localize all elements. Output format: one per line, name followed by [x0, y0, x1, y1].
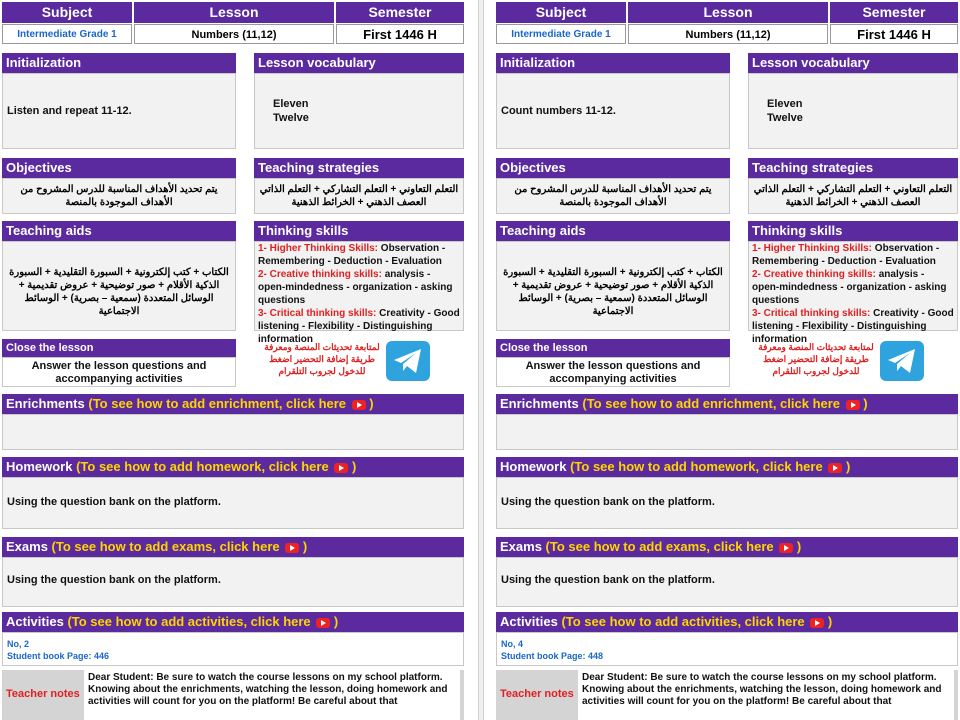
thinking-skills-text [752, 242, 954, 346]
initialization-text: Listen and repeat 11-12. [7, 105, 132, 117]
strategies-title: Teaching strategies [254, 158, 464, 178]
teacher-notes [2, 670, 464, 720]
strategies-title: Teaching strategies [748, 158, 958, 178]
enrichments-help-link[interactable]: (To see how to add enrichment, click here [88, 396, 347, 411]
activities-title [2, 612, 464, 632]
initialization-title: Initialization [2, 53, 236, 73]
thinking-skill-3-heading: 3- Critical thinking skills: [752, 308, 871, 319]
close-lesson-box [496, 357, 730, 387]
enrichments-box [496, 414, 958, 450]
initialization-box [496, 73, 730, 149]
telegram-icon[interactable] [386, 341, 430, 381]
strategies-text: التعلم التعاوني + التعلم التشاركي + التعلم الذاتي العصف الذهني + الخرائط الذهنية [753, 184, 953, 208]
vocabulary-word-2: Twelve [273, 112, 309, 124]
enrichments-link-close: ) [863, 396, 868, 411]
thinking-skills-text [258, 242, 460, 346]
lesson-header: Lesson [134, 2, 334, 23]
teaching-aids-title: Teaching aids [2, 221, 236, 241]
vocabulary-word-1: Eleven [273, 98, 309, 110]
exams-link-close: ) [302, 539, 308, 554]
teaching-aids-box [496, 241, 730, 331]
teaching-aids-text: الكتاب + كتب إلكترونية + السبورة التقليدية + السبورة الذكية الأقلام + صور توضيحية + عروض تقديمية + الوسائل المتعددة (سمعية – بصرية) + الوسائط الاجتماعية [9, 267, 229, 317]
close-lesson-box [2, 357, 236, 387]
semester-value: First 1446 H [830, 24, 958, 44]
strategies-text: التعلم التعاوني + التعلم التشاركي + التعلم الذاتي العصف الذهني + الخرائط الذهنية [259, 184, 459, 208]
exams-label: Exams [6, 539, 48, 554]
initialization-text: Count numbers 11-12. [501, 105, 616, 117]
teacher-notes-label: Teacher notes [6, 688, 80, 700]
activities-box [2, 632, 464, 666]
teaching-aids-title: Teaching aids [496, 221, 730, 241]
thinking-skill-2-heading: 2- Creative thinking skills: [258, 269, 382, 280]
activities-link-close: ) [333, 614, 339, 629]
exams-box [496, 557, 958, 607]
semester-header: Semester [336, 2, 464, 23]
exams-text: Using the question bank on the platform. [7, 574, 221, 586]
exams-link-close: ) [796, 539, 802, 554]
youtube-icon[interactable] [334, 463, 348, 473]
homework-title [496, 457, 958, 477]
student-book-page-label: Student book Page: [501, 651, 586, 661]
exams-help-link[interactable]: (To see how to add exams, click here [51, 539, 280, 554]
subject-header: Subject [496, 2, 626, 23]
lesson-value: Numbers (11,12) [134, 24, 334, 44]
enrichments-help-link[interactable]: (To see how to add enrichment, click here [582, 396, 841, 411]
activities-box [496, 632, 958, 666]
youtube-icon[interactable] [846, 400, 860, 410]
telegram-promo-text[interactable]: لمتابعة تحديثات المنصة ومعرفة طريقة إضافة التحضير اضغط للدخول لجروب التلقرام [758, 342, 874, 376]
thinking-skill-3-text: Creativity - Good listening - Flexibility - Distinguishing information [752, 308, 954, 345]
exams-help-link[interactable]: (To see how to add exams, click here [545, 539, 774, 554]
close-lesson-text: Answer the lesson questions and accompanying activities [31, 360, 207, 385]
activity-number: No, 2 [7, 639, 30, 649]
enrichments-label: Enrichments [500, 396, 579, 411]
teaching-aids-box [2, 241, 236, 331]
thinking-skill-3-heading: 3- Critical thinking skills: [258, 308, 377, 319]
semester-header: Semester [830, 2, 958, 23]
semester-value: First 1446 H [336, 24, 464, 44]
telegram-promo-text[interactable]: لمتابعة تحديثات المنصة ومعرفة طريقة إضافة التحضير اضغط للدخول لجروب التلقرام [264, 342, 380, 376]
homework-title [2, 457, 464, 477]
thinking-skill-1-text: Observation - Remembering - Deduction - Evaluation [752, 243, 940, 267]
exams-text: Using the question bank on the platform. [501, 574, 715, 586]
homework-link-close: ) [845, 459, 851, 474]
exams-box [2, 557, 464, 607]
homework-box [2, 477, 464, 529]
vocabulary-box [254, 73, 464, 149]
activities-label: Activities [500, 614, 558, 629]
enrichments-box [2, 414, 464, 450]
exams-title [496, 537, 958, 557]
page-divider [478, 0, 484, 720]
vocabulary-title: Lesson vocabulary [254, 53, 464, 73]
youtube-icon[interactable] [285, 543, 299, 553]
enrichments-title [496, 394, 958, 414]
thinking-skill-2-heading: 2- Creative thinking skills: [752, 269, 876, 280]
homework-text: Using the question bank on the platform. [501, 496, 715, 508]
homework-box [496, 477, 958, 529]
youtube-icon[interactable] [316, 618, 330, 628]
objectives-box [496, 178, 730, 214]
thinking-skills-box [254, 241, 464, 345]
thinking-skills-box [748, 241, 958, 345]
lesson-plan-page-right [494, 0, 960, 720]
close-lesson-title: Close the lesson [496, 339, 730, 357]
subject-value: Intermediate Grade 1 [496, 24, 626, 44]
student-book-page-label: Student book Page: [7, 651, 92, 661]
homework-help-link[interactable]: (To see how to add homework, click here [76, 459, 329, 474]
activities-link-close: ) [827, 614, 833, 629]
lesson-header: Lesson [628, 2, 828, 23]
enrichments-title [2, 394, 464, 414]
exams-label: Exams [500, 539, 542, 554]
initialization-box [2, 73, 236, 149]
activities-label: Activities [6, 614, 64, 629]
youtube-icon[interactable] [810, 618, 824, 628]
subject-header: Subject [2, 2, 132, 23]
vocabulary-title: Lesson vocabulary [748, 53, 958, 73]
homework-label: Homework [500, 459, 567, 474]
vocabulary-word-1: Eleven [767, 98, 803, 110]
thinking-skill-3-text: Creativity - Good listening - Flexibility - Distinguishing information [258, 308, 460, 345]
teaching-aids-text: الكتاب + كتب إلكترونية + السبورة التقليدية + السبورة الذكية الأقلام + صور توضيحية + عروض تقديمية + الوسائل المتعددة (سمعية – بصرية) + الوسائط الاجتماعية [503, 267, 723, 317]
enrichments-label: Enrichments [6, 396, 85, 411]
telegram-icon[interactable] [880, 341, 924, 381]
activities-help-link[interactable]: (To see how to add activities, click here [561, 614, 805, 629]
student-book-page-number: 446 [94, 651, 110, 661]
thinking-skills-title: Thinking skills [748, 221, 958, 241]
initialization-title: Initialization [496, 53, 730, 73]
student-book-page [7, 650, 109, 662]
thinking-skill-1-heading: 1- Higher Thinking Skills: [258, 243, 379, 254]
student-book-page [501, 650, 603, 662]
youtube-icon[interactable] [828, 463, 842, 473]
objectives-text: يتم تحديد الأهداف المناسبة للدرس المشروح من الأهداف الموجودة بالمنصة [514, 184, 712, 208]
close-lesson-text: Answer the lesson questions and accompanying activities [525, 360, 701, 385]
activity-number: No, 4 [501, 639, 524, 649]
teacher-notes [496, 670, 958, 720]
thinking-skill-2-text: analysis - open-mindedness - organization - asking questions [752, 269, 947, 306]
homework-text: Using the question bank on the platform. [7, 496, 221, 508]
youtube-icon[interactable] [352, 400, 366, 410]
close-lesson-title: Close the lesson [2, 339, 236, 357]
objectives-box [2, 178, 236, 214]
exams-title [2, 537, 464, 557]
teacher-notes-label: Teacher notes [500, 688, 574, 700]
homework-link-close: ) [351, 459, 357, 474]
activities-title [496, 612, 958, 632]
objectives-title: Objectives [2, 158, 236, 178]
objectives-title: Objectives [496, 158, 730, 178]
thinking-skills-title: Thinking skills [254, 221, 464, 241]
thinking-skill-1-text: Observation - Remembering - Deduction - Evaluation [258, 243, 446, 267]
homework-help-link[interactable]: (To see how to add homework, click here [570, 459, 823, 474]
student-book-page-number: 448 [588, 651, 604, 661]
youtube-icon[interactable] [779, 543, 793, 553]
thinking-skill-2-text: analysis - open-mindedness - organization - asking questions [258, 269, 453, 306]
vocabulary-box [748, 73, 958, 149]
thinking-skill-1-heading: 1- Higher Thinking Skills: [752, 243, 873, 254]
vocabulary-word-2: Twelve [767, 112, 803, 124]
activities-help-link[interactable]: (To see how to add activities, click here [67, 614, 311, 629]
lesson-plan-page-left [0, 0, 468, 720]
strategies-box [254, 178, 464, 214]
teacher-notes-text: Dear Student: Be sure to watch the course lessons on my school platform. Knowing about the enrichments, watching the lesson, doing homework and activities will count for you on the platform! Be careful about that [578, 670, 954, 720]
enrichments-link-close: ) [369, 396, 374, 411]
teacher-notes-text: Dear Student: Be sure to watch the course lessons on my school platform. Knowing about the enrichments, watching the lesson, doing homework and activities will count for you on the platform! Be careful about that [84, 670, 460, 720]
subject-value: Intermediate Grade 1 [2, 24, 132, 44]
strategies-box [748, 178, 958, 214]
lesson-value: Numbers (11,12) [628, 24, 828, 44]
homework-label: Homework [6, 459, 73, 474]
objectives-text: يتم تحديد الأهداف المناسبة للدرس المشروح من الأهداف الموجودة بالمنصة [20, 184, 218, 208]
